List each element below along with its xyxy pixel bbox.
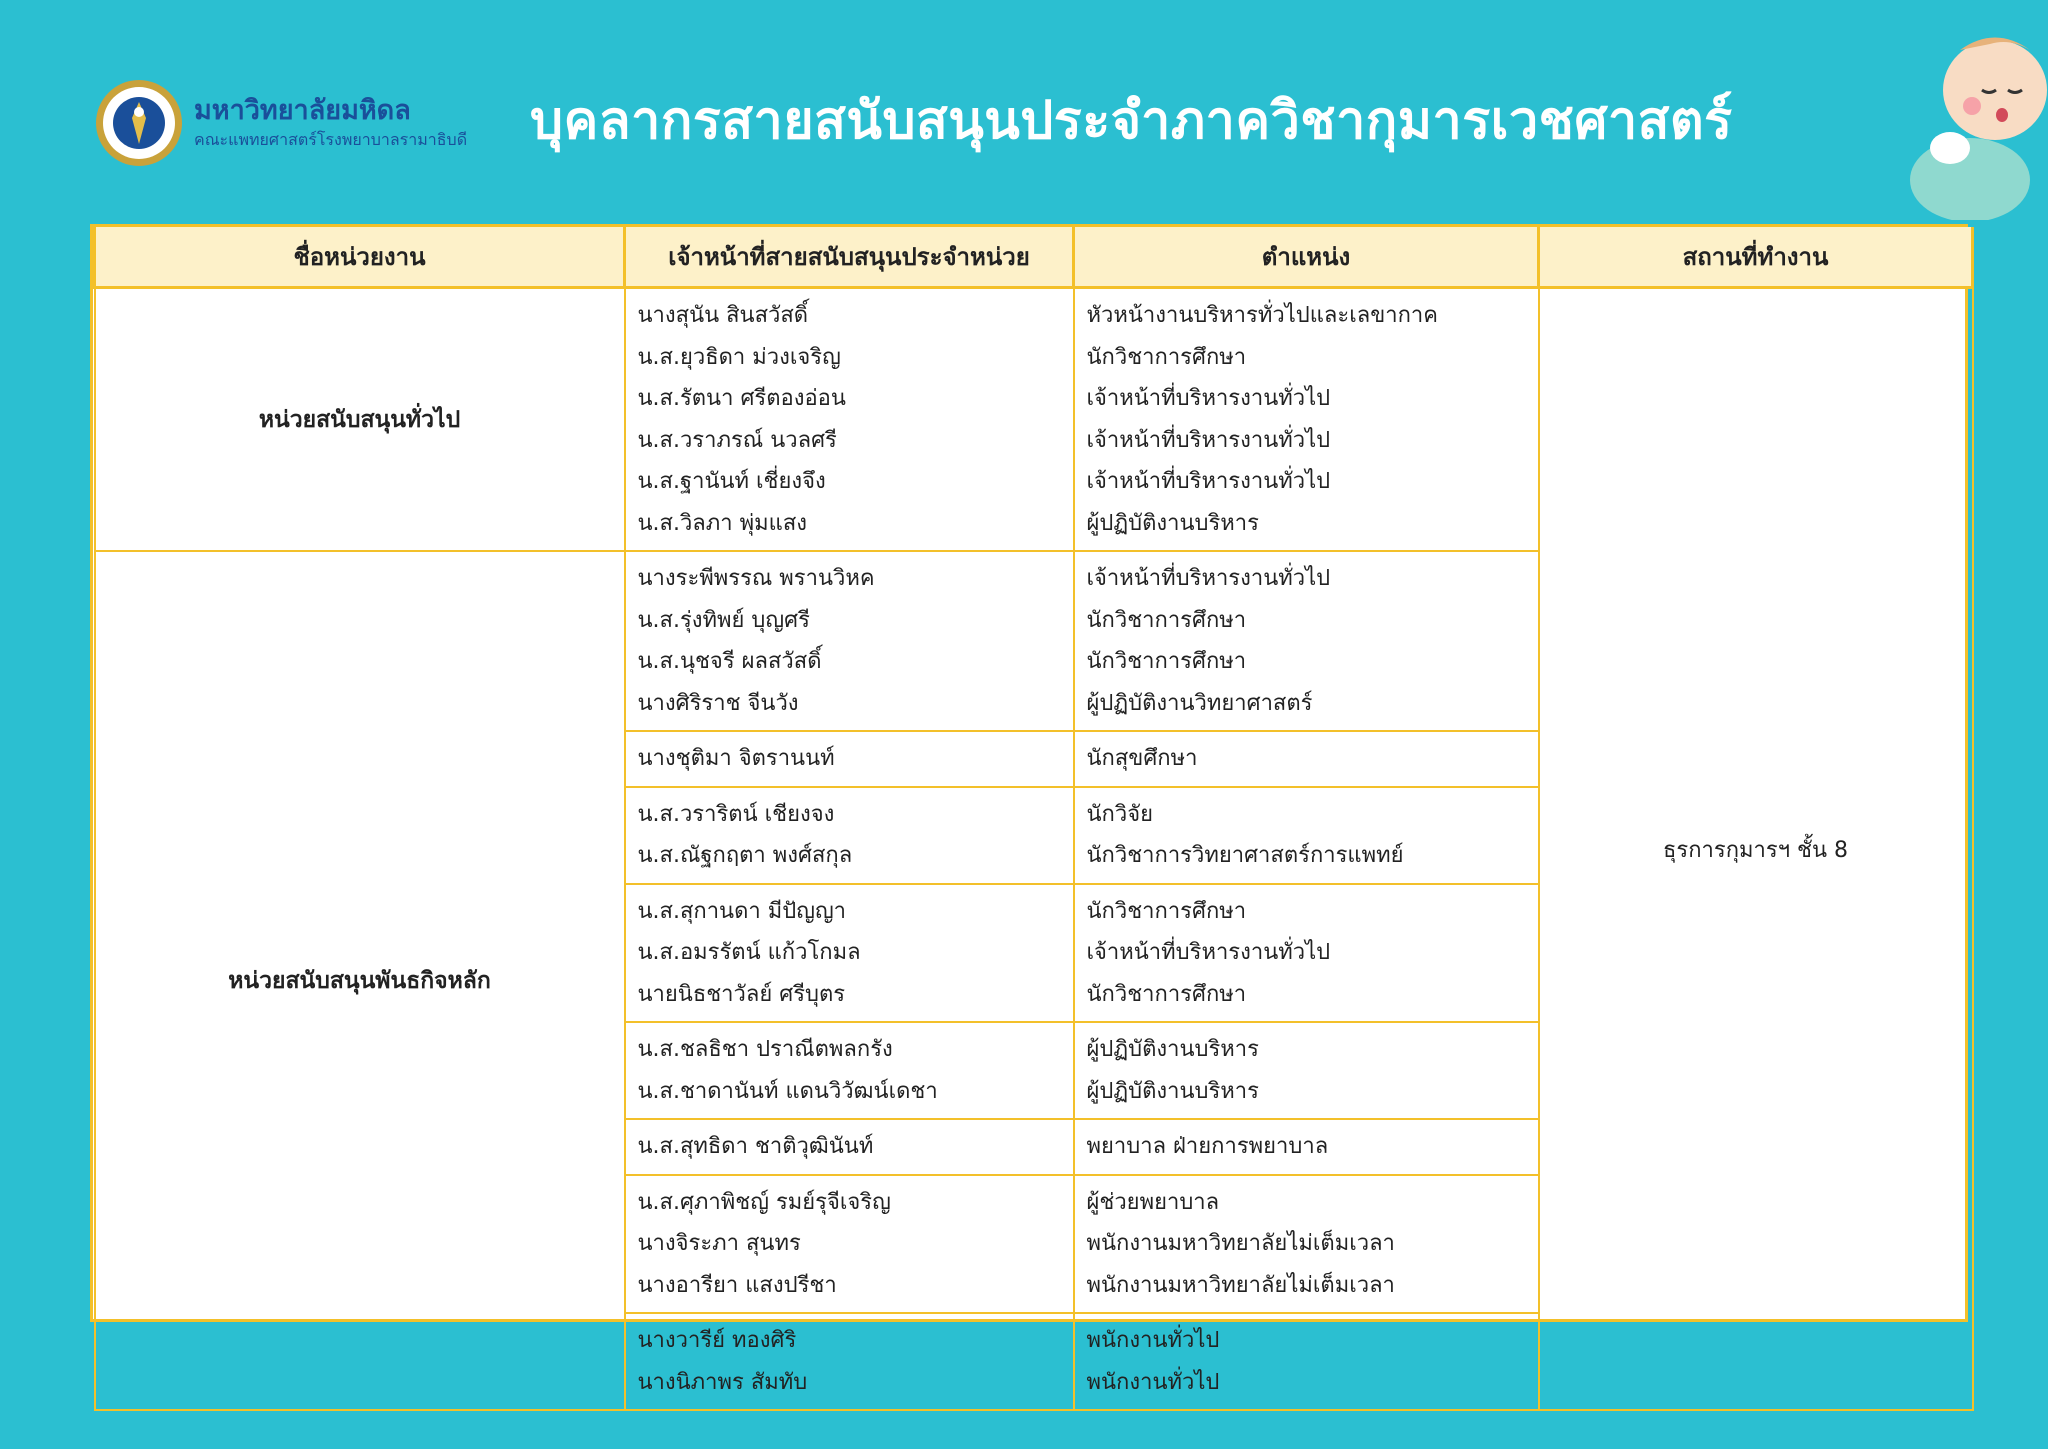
staff-name: นางสุนัน สินสวัสดิ์: [637, 303, 809, 328]
staff-name: นายนิธชาวัลย์ ศรีบุตร: [637, 981, 846, 1007]
positions-cell: [1074, 1022, 1539, 1119]
positions-cell: [1074, 1119, 1539, 1175]
staff-position: พนักงานทั่วไป: [1086, 1369, 1220, 1395]
mahidol-seal-icon: [94, 78, 184, 168]
staff-position: ผู้ปฏิบัติงานบริหาร: [1086, 510, 1259, 536]
baby-icon: [1900, 20, 2048, 220]
header-unit-name: ชื่อหน่วยงาน: [95, 227, 625, 288]
header-staff: เจ้าหน้าที่สายสนับสนุนประจำหน่วย: [625, 227, 1074, 288]
staff-names-cell: [625, 551, 1074, 731]
table-header-row: [95, 227, 1973, 288]
staff-name: น.ส.วราภรณ์ นวลศรี: [637, 427, 837, 453]
staff-position: เจ้าหน้าที่บริหารงานทั่วไป: [1086, 386, 1331, 411]
staff-position: ผู้ปฏิบัติงานวิทยาศาสตร์: [1086, 690, 1313, 716]
positions-cell: [1074, 1175, 1539, 1314]
staff-names-cell: [625, 1313, 1074, 1410]
header-location: สถานที่ทำงาน: [1539, 227, 1973, 288]
staff-names-cell: [625, 288, 1074, 552]
staff-position: นักวิชาการศึกษา: [1086, 607, 1247, 633]
staff-position: นักวิชาการศึกษา: [1086, 981, 1247, 1007]
staff-position: นักวิจัย: [1086, 801, 1153, 827]
staff-name: น.ส.ศุภาพิชญ์ รมย์รุจีเจริญ: [637, 1189, 891, 1215]
unit-name-cell: หน่วยสนับสนุนพันธกิจหลัก: [95, 551, 625, 1410]
staff-position: นักสุขศึกษา: [1086, 746, 1198, 771]
staff-name: น.ส.สุทธิดา ชาติวุฒินันท์: [637, 1134, 874, 1159]
header-position: ตำแหน่ง: [1074, 227, 1539, 288]
staff-position: เจ้าหน้าที่บริหารงานทั่วไป: [1086, 469, 1331, 494]
staff-name: น.ส.ณัฐกฤตา พงศ์สกุล: [637, 843, 853, 868]
staff-position: นักวิชาการวิทยาศาสตร์การแพทย์: [1086, 843, 1404, 868]
university-logo: [94, 78, 534, 168]
university-name: มหาวิทยาลัยมหิดล: [194, 95, 411, 126]
positions-cell: [1074, 551, 1539, 731]
staff-position: ผู้ปฏิบัติงานบริหาร: [1086, 1078, 1259, 1104]
staff-name: น.ส.วิลภา พุ่มแสง: [637, 510, 807, 536]
staff-position: นักวิชาการศึกษา: [1086, 898, 1247, 924]
staff-name: นางชุติมา จิตรานนท์: [637, 746, 835, 771]
staff-name: นางนิภาพร สัมทับ: [637, 1369, 808, 1395]
staff-position: นักวิชาการศึกษา: [1086, 344, 1247, 370]
staff-name: น.ส.อมรรัตน์ แก้วโกมล: [637, 940, 861, 965]
page-header: [0, 0, 2048, 225]
staff-name: น.ส.รุ่งทิพย์ บุญศรี: [637, 607, 810, 633]
staff-position: พนักงานมหาวิทยาลัยไม่เต็มเวลา: [1086, 1231, 1395, 1256]
faculty-name: คณะแพทยศาสตร์โรงพยาบาลรามาธิบดี: [194, 130, 468, 149]
staff-name: นางระพีพรรณ พรานวิหค: [637, 566, 875, 591]
staff-names-cell: [625, 1022, 1074, 1119]
staff-name: น.ส.สุกานดา มีปัญญา: [637, 898, 847, 924]
staff-position: นักวิชาการศึกษา: [1086, 649, 1247, 674]
staff-position: เจ้าหน้าที่บริหารงานทั่วไป: [1086, 427, 1331, 453]
staff-names-cell: [625, 787, 1074, 884]
staff-position: ผู้ปฏิบัติงานบริหาร: [1086, 1037, 1259, 1062]
positions-cell: [1074, 884, 1539, 1023]
staff-position: เจ้าหน้าที่บริหารงานทั่วไป: [1086, 566, 1331, 591]
staff-position: พนักงานมหาวิทยาลัยไม่เต็มเวลา: [1086, 1272, 1395, 1298]
positions-cell: [1074, 288, 1539, 552]
staff-names-cell: [625, 731, 1074, 787]
staff-name: นางอารียา แสงปรีชา: [637, 1272, 837, 1298]
staff-name: นางวารีย์ ทองศิริ: [637, 1328, 797, 1353]
staff-name: นางจิระภา สุนทร: [637, 1231, 801, 1256]
staff-name: นางศิริราช จีนวัง: [637, 690, 799, 716]
staff-position: หัวหน้างานบริหารทั่วไปและเลขากาค: [1086, 303, 1438, 328]
staff-name: น.ส.วราริตน์ เชียงจง: [637, 801, 835, 827]
staff-position: เจ้าหน้าที่บริหารงานทั่วไป: [1086, 940, 1331, 965]
positions-cell: [1074, 787, 1539, 884]
staff-name: น.ส.นุชจรี ผลสวัสดิ์: [637, 649, 822, 674]
work-location-cell: ธุรการกุมารฯ ชั้น 8: [1539, 288, 1973, 1411]
table-row: [95, 288, 1973, 552]
staff-position: ผู้ช่วยพยาบาล: [1086, 1189, 1220, 1215]
staff-name: น.ส.ฐานันท์ เชี่ยงจึง: [637, 469, 826, 494]
staff-names-cell: [625, 1119, 1074, 1175]
staff-name: น.ส.ชลธิชา ปราณีตพลกรัง: [637, 1037, 893, 1062]
staff-name: น.ส.รัตนา ศรีตองอ่อน: [637, 386, 846, 411]
staff-name: น.ส.ยุวธิดา ม่วงเจริญ: [637, 344, 841, 370]
staff-name: น.ส.ชาดานันท์ แดนวิวัฒน์เดชา: [637, 1078, 938, 1104]
page-title: บุคลากรสายสนับสนุนประจำภาควิชากุมารเวชศาสตร์: [530, 91, 1733, 151]
staff-names-cell: [625, 1175, 1074, 1314]
positions-cell: [1074, 731, 1539, 787]
staff-position: พยาบาล ฝ่ายการพยาบาล: [1086, 1134, 1329, 1159]
staff-names-cell: [625, 884, 1074, 1023]
unit-name-cell: หน่วยสนับสนุนทั่วไป: [95, 288, 625, 552]
positions-cell: [1074, 1313, 1539, 1410]
staff-position: พนักงานทั่วไป: [1086, 1328, 1220, 1353]
staff-table: [90, 224, 1968, 1395]
